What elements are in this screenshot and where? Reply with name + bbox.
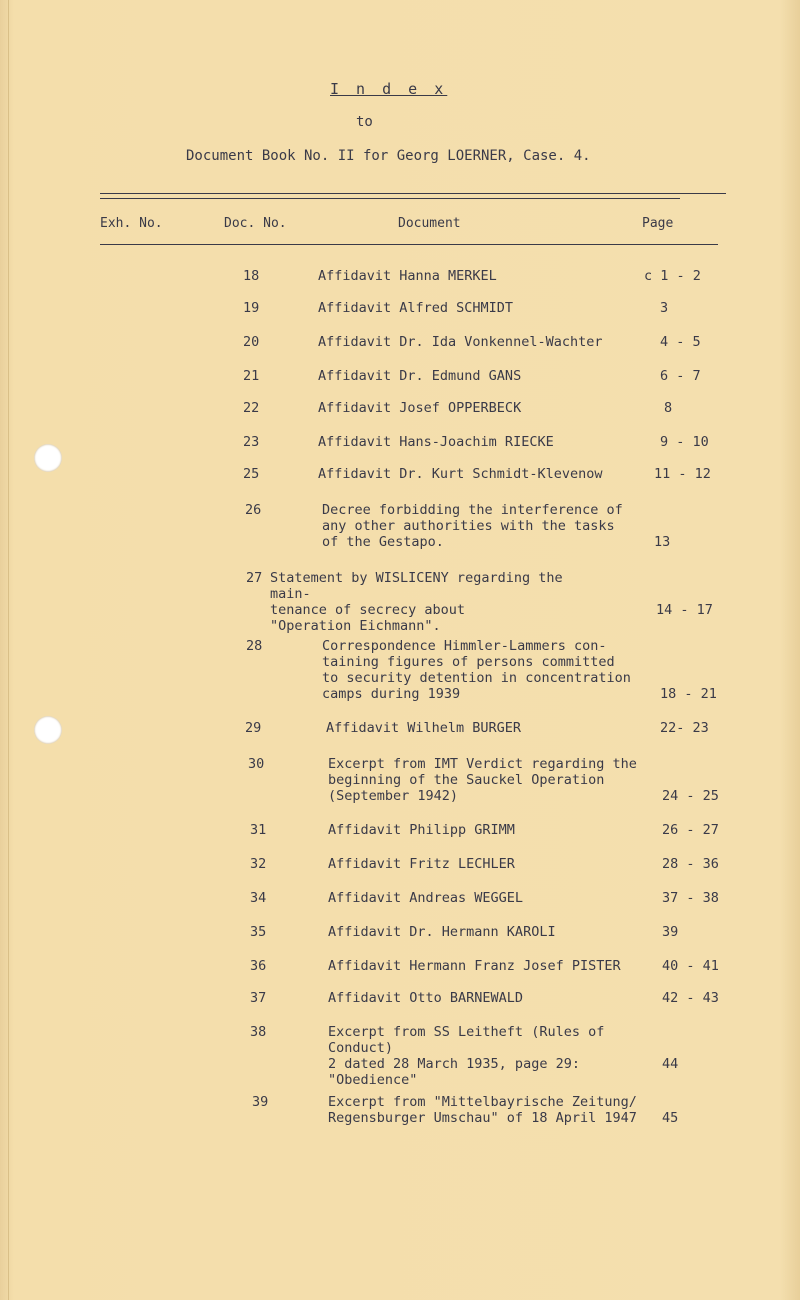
index-subtitle: Document Book No. II for Georg LOERNER, Case. 4. [186,148,591,164]
document-title: Affidavit Wilhelm BURGER [326,720,522,736]
doc-number: 39 [252,1094,269,1110]
page-range: 9 - 10 [660,434,709,450]
page-range: 40 - 41 [662,958,719,974]
doc-number: 37 [250,990,267,1006]
document-title: Affidavit Hans-Joachim RIECKE [318,434,554,450]
page-range: 18 - 21 [660,686,717,702]
page-range: 44 [662,1056,679,1072]
doc-number: 20 [243,334,260,350]
document-title: Affidavit Hermann Franz Josef PISTER [328,958,621,974]
document-title: Excerpt from SS Leitheft (Rules of Conduct) 2 dated 28 March 1935, page 29: "Obedience" [328,1024,605,1088]
document-title: Statement by WISLICENY regarding the main- tenance of secrecy about "Operation Eichmann". [270,570,563,634]
document-title: Affidavit Dr. Kurt Schmidt-Klevenow [318,466,603,482]
document-title: Affidavit Otto BARNEWALD [328,990,524,1006]
page-range: 22- 23 [660,720,709,736]
page-range: 28 - 36 [662,856,719,872]
header-rule-top [100,193,726,194]
header-rule-bottom [100,244,718,245]
page-range: c 1 - 2 [644,268,701,284]
index-title: I n d e x [330,80,448,98]
doc-number: 35 [250,924,267,940]
column-document: Document [398,216,461,231]
document-title: Affidavit Andreas WEGGEL [328,890,524,906]
index-to: to [356,114,373,130]
punch-hole [34,444,62,472]
page-range: 14 - 17 [656,602,713,618]
doc-number: 30 [248,756,265,772]
doc-number: 26 [245,502,262,518]
document-title: Affidavit Dr. Ida Vonkennel-Wachter [318,334,603,350]
page-range: 13 [654,534,671,550]
page-range: 26 - 27 [662,822,719,838]
page-range: 42 - 43 [662,990,719,1006]
page-range: 39 [662,924,679,940]
page-edge [8,0,9,1300]
doc-number: 18 [243,268,260,284]
page-range: 11 - 12 [654,466,711,482]
column-page: Page [642,216,674,231]
document-title: Affidavit Philipp GRIMM [328,822,515,838]
page-range: 24 - 25 [662,788,719,804]
document-title: Excerpt from IMT Verdict regarding the beginning of the Sauckel Operation (September 1942) [328,756,637,804]
doc-number: 38 [250,1024,267,1040]
page-range: 45 [662,1110,679,1126]
doc-number: 34 [250,890,267,906]
document-title: Affidavit Dr. Edmund GANS [318,368,522,384]
doc-number: 23 [243,434,260,450]
page-range: 4 - 5 [660,334,701,350]
doc-number: 19 [243,300,260,316]
document-title: Affidavit Alfred SCHMIDT [318,300,514,316]
document-title: Correspondence Himmler-Lammers con- taining figures of persons committed to security detention in concentration camps during 1939 [322,638,631,702]
document-title: Decree forbidding the interference of any other authorities with the tasks of the Gestapo. [322,502,623,550]
doc-number: 32 [250,856,267,872]
document-title: Affidavit Hanna MERKEL [318,268,497,284]
doc-number: 36 [250,958,267,974]
document-title: Affidavit Dr. Hermann KAROLI [328,924,556,940]
punch-hole [34,716,62,744]
doc-number: 29 [245,720,262,736]
doc-number: 21 [243,368,260,384]
page-range: 37 - 38 [662,890,719,906]
page-range: 8 [664,400,673,416]
doc-number: 25 [243,466,260,482]
column-doc-no: Doc. No. [224,216,287,231]
doc-number: 22 [243,400,260,416]
document-title: Affidavit Josef OPPERBECK [318,400,522,416]
doc-number: 28 [246,638,263,654]
doc-number: 31 [250,822,267,838]
column-exh-no: Exh. No. [100,216,163,231]
page-range: 3 [660,300,669,316]
doc-number: 27 [246,570,263,586]
header-rule-top-2 [100,198,680,199]
page-range: 6 - 7 [660,368,701,384]
document-title: Affidavit Fritz LECHLER [328,856,515,872]
document-title: Excerpt from "Mittelbayrische Zeitung/ Regensburger Umschau" of 18 April 1947 [328,1094,637,1126]
